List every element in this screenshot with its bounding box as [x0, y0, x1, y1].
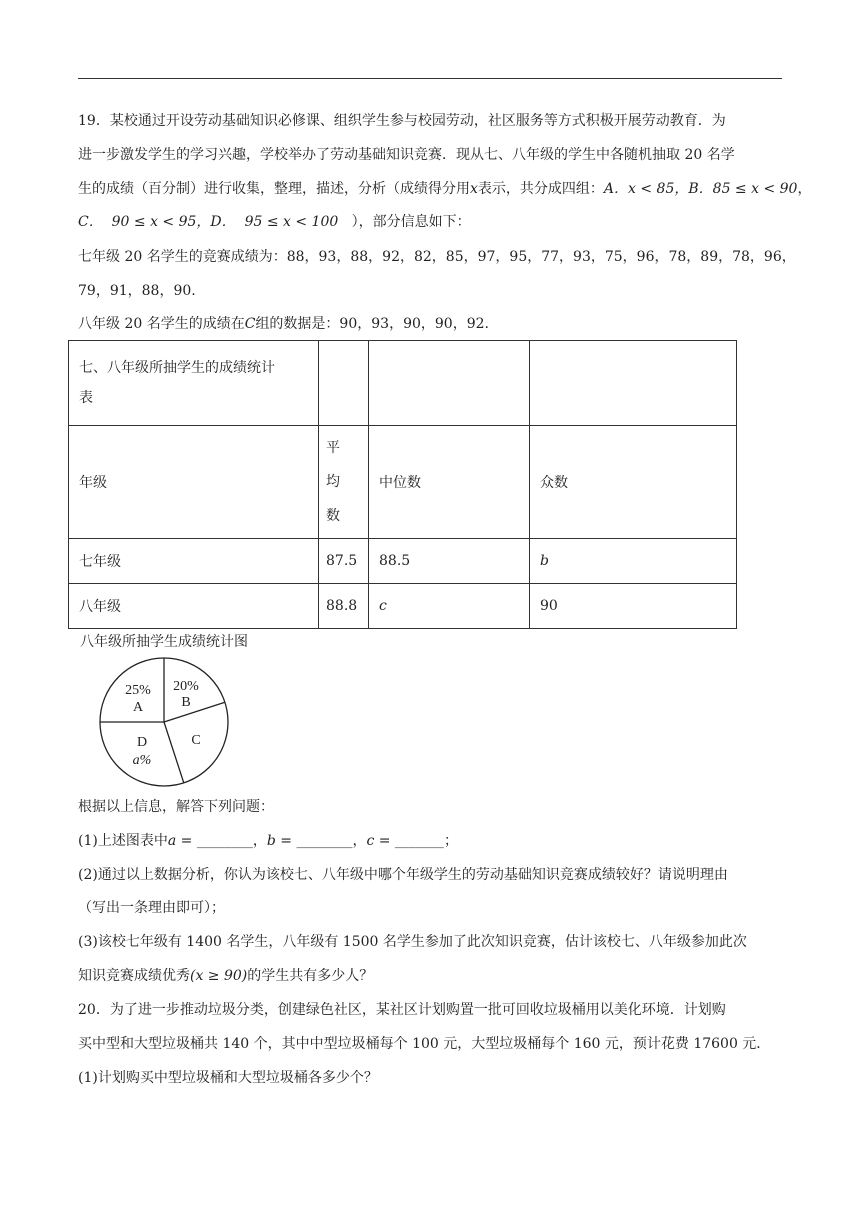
cell-year: 七年级	[69, 539, 319, 584]
pie-slice-b-pct: 20%	[173, 679, 199, 694]
pie-slice-d-label: D	[136, 735, 148, 750]
q19-grade8-c-line: 八年级 20 名学生的成绩在C组的数据是：90，93，90，90，92.	[78, 316, 489, 332]
q19-part2-line1: (2)通过以上数据分析，你认为该校七、八年级中哪个年级学生的劳动基础知识竞赛成绩较好？请说明理由	[78, 867, 728, 883]
cell-median: 88.5	[369, 539, 530, 584]
q19-intro-line1: 19．某校通过开设劳动基础知识必修课、组织学生参与校园劳动，社区服务等方式积极开展劳动教育．为	[78, 113, 726, 129]
q19-grade7-line2: 79，91，88，90.	[78, 283, 196, 299]
table-title-row	[69, 341, 737, 426]
cell-year: 八年级	[69, 584, 319, 629]
q19-intro-line2: 进一步激发学生的学习兴趣，学校举办了劳动基础知识竞赛．现从七、八年级的学生中各随机抽取 20 名学	[78, 147, 735, 163]
header-rule	[78, 78, 782, 79]
pie-title: 八年级所抽学生成绩统计图	[80, 634, 248, 650]
q19-intro-line3: 生的成绩（百分制）进行收集，整理，描述，分析（成绩得分用x表示，共分成四组：A．x < 85，B．85 ≤ x < 90，	[78, 181, 812, 197]
cell-mode: b	[530, 539, 737, 584]
pie-chart	[96, 656, 232, 788]
q19-part1: (1)上述图表中a = ________，b = ________，c = _______；	[78, 833, 458, 849]
pie-slice-c-label: C	[191, 733, 201, 748]
col-header-median: 中位数	[369, 426, 530, 539]
q19-part2-line2: （写出一条理由即可）；	[78, 900, 225, 916]
q20-line2: 买中型和大型垃圾桶共 140 个，其中中型垃圾桶每个 100 元，大型垃圾桶每个 160 元，预计花费 17600 元．	[78, 1036, 771, 1052]
cell-mode: 90	[530, 584, 737, 629]
q19-grade7-line1: 七年级 20 名学生的竞赛成绩为：88，93，88，92，82，85，97，95，77，93，75，96，78，89，78，96，	[78, 249, 796, 265]
stats-table	[68, 340, 737, 629]
cell-mean: 88.8	[319, 584, 369, 629]
col-header-year: 年级	[69, 426, 319, 539]
pie-slice-a-pct: 25%	[125, 683, 151, 698]
cell-median: c	[369, 584, 530, 629]
table-header-row	[69, 426, 737, 539]
table-title: 七、八年级所抽学生的成绩统计 表	[69, 341, 319, 426]
cell-mean: 87.5	[319, 539, 369, 584]
table-row	[69, 539, 737, 584]
q20-line1: 20．为了进一步推动垃圾分类，创建绿色社区，某社区计划购置一批可回收垃圾桶用以美化环境．计划购	[78, 1002, 726, 1018]
col-header-mean: 平 均 数	[319, 426, 369, 539]
pie-slice-d-pct: a%	[132, 753, 152, 768]
table-row	[69, 584, 737, 629]
col-header-mode: 众数	[530, 426, 737, 539]
pie-svg	[96, 656, 232, 788]
pie-slice-a-label: A	[132, 700, 144, 715]
q20-part1: (1)计划购买中型垃圾桶和大型垃圾桶各多少个？	[78, 1070, 378, 1086]
q19-part3-line2: 知识竞赛成绩优秀(x ≥ 90)的学生共有多少人？	[78, 968, 374, 984]
q19-prompt: 根据以上信息，解答下列问题：	[78, 799, 274, 815]
pie-slice-b-label: B	[181, 695, 191, 710]
q19-intro-line4: C． 90 ≤ x < 95，D． 95 ≤ x < 100 ），部分信息如下：	[78, 214, 471, 230]
q19-part3-line1: (3)该校七年级有 1400 名学生，八年级有 1500 名学生参加了此次知识竞赛，估计该校七、八年级参加此次	[78, 934, 747, 950]
